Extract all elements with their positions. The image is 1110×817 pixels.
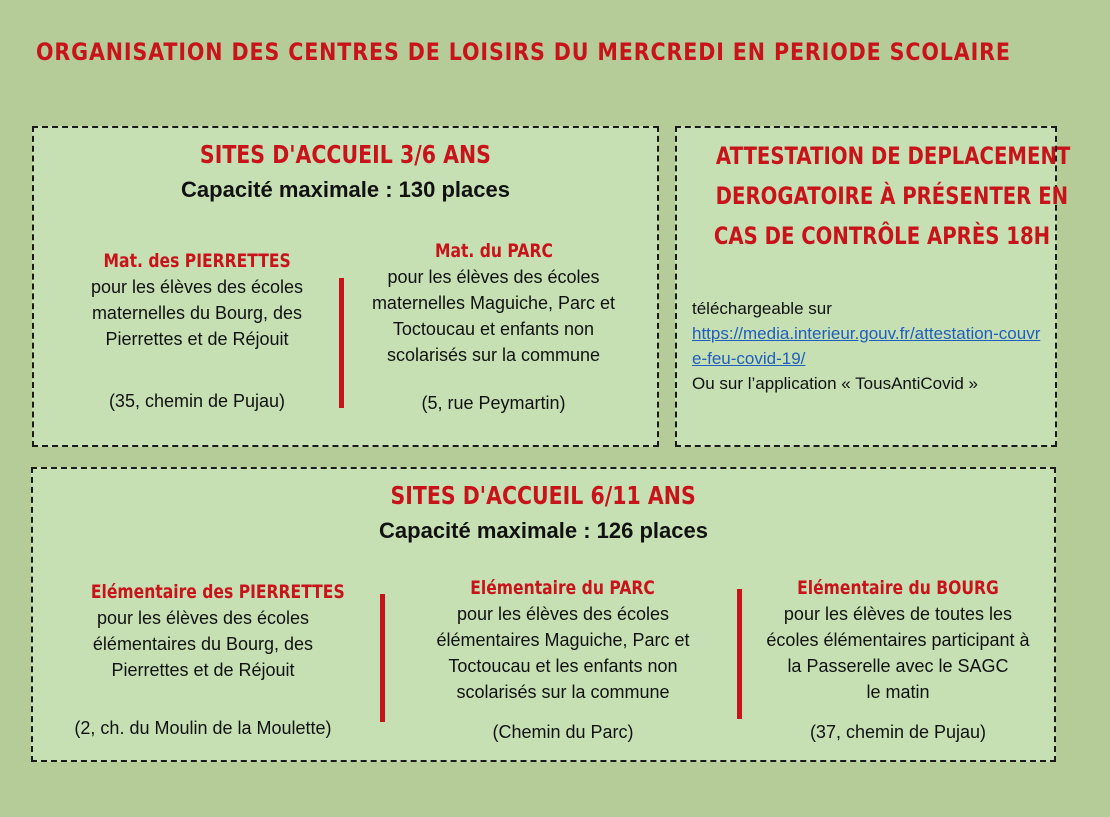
site-address: (2, ch. du Moulin de la Moulette) [74,718,332,738]
site-desc-line: le matin [866,682,930,702]
site-desc-line: Toctoucau et enfants non [392,319,595,339]
attestation-link[interactable]: https://media.interieur.gouv.fr/attestation-couvre-feu-covid-19/ [692,324,1041,368]
site-name: Elémentaire du BOURG [797,577,999,599]
site-address: (37, chemin de Pujau) [809,722,987,742]
site-desc-line: élémentaires du Bourg, des [92,634,314,654]
site-mat-parc [346,238,641,418]
site-mat-pierrettes [62,248,332,418]
site-address: (Chemin du Parc) [492,722,634,742]
site-name: Mat. des PIERRETTES [103,250,291,272]
site-elem-bourg [743,575,1053,750]
site-address: (5, rue Peymartin) [421,393,566,413]
site-desc-line: maternelles Maguiche, Parc et [371,293,616,313]
site-address: (35, chemin de Pujau) [108,391,286,411]
site-elem-parc [413,575,713,750]
site-desc-line: la Passerelle avec le SAGC [787,656,1009,676]
site-desc-line: pour les élèves des écoles [90,277,304,297]
site-desc-line: pour les élèves des écoles [456,604,670,624]
site-desc-line: maternelles du Bourg, des [91,303,303,323]
attestation-download [692,296,1042,396]
panel-attestation [675,126,1071,447]
divider [737,589,742,719]
site-desc-line: pour les élèves des écoles [387,267,600,287]
site-name: Mat. du PARC [434,240,553,262]
site-desc-line: Pierrettes et de Réjouit [111,660,295,680]
divider [380,594,385,722]
site-desc-line: pour les élèves de toutes les [783,604,1013,624]
site-elem-pierrettes [63,579,343,749]
app-text: Ou sur l’application « TousAntiCovid » [692,374,979,393]
heading-3-6: SITES D'ACCUEIL 3/6 ANS [200,140,491,169]
site-name: Elémentaire du PARC [470,577,656,599]
site-desc-line: scolarisés sur la commune [456,682,670,702]
panel-sites-3-6 [32,126,659,447]
panel-sites-6-11 [31,467,1056,762]
capacity-3-6: Capacité maximale : 130 places [181,177,510,202]
site-desc-line: Toctoucau et les enfants non [448,656,678,676]
download-label: téléchargeable sur [692,299,832,318]
site-desc-line: élémentaires Maguiche, Parc et [436,630,690,650]
divider [339,278,344,408]
site-desc-line: scolarisés sur la commune [386,345,601,365]
heading-6-11: SITES D'ACCUEIL 6/11 ANS [390,481,697,510]
page-title: ORGANISATION DES CENTRES DE LOISIRS DU MERCREDI EN PERIODE SCOLAIRE [36,38,1011,66]
attestation-heading: ATTESTATION DE DEPLACEMENT DEROGATOIRE À PRÉSENTER EN CAS DE CONTRÔLE APRÈS 18H [713,142,1071,250]
site-desc-line: écoles élémentaires participant à [766,630,1030,650]
site-desc-line: Pierrettes et de Réjouit [105,329,289,349]
site-desc-line: pour les élèves des écoles [96,608,310,628]
capacity-6-11: Capacité maximale : 126 places [379,518,708,543]
site-name: Elémentaire des PIERRETTES [90,581,345,603]
